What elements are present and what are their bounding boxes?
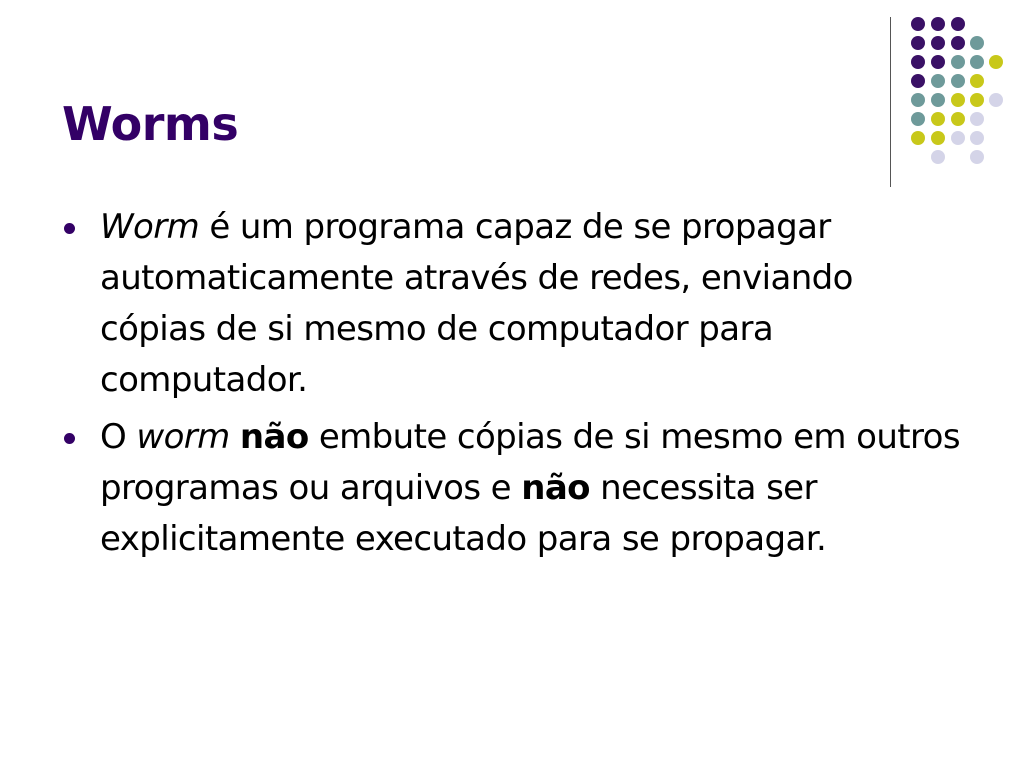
decor-dot [931, 74, 945, 88]
decor-dot [911, 17, 925, 31]
decor-dot [970, 112, 984, 126]
decor-dot [911, 74, 925, 88]
bullet-text: embute cópias de si mesmo em outros programas ou arquivos e [100, 417, 960, 508]
bullet-text: O [100, 417, 137, 457]
decor-dot [911, 93, 925, 107]
bullet-text [230, 417, 240, 457]
decor-dot [970, 150, 984, 164]
decor-dot [970, 36, 984, 50]
decor-dot [989, 55, 1003, 69]
decor-dot [970, 55, 984, 69]
bullet-item [62, 412, 962, 565]
decor-dot [951, 131, 965, 145]
decor-dot [931, 36, 945, 50]
decor-dot [989, 93, 1003, 107]
decor-dot [931, 131, 945, 145]
bullet-text-bold: não [521, 468, 590, 508]
decor-dot [931, 112, 945, 126]
bullet-text-italic: worm [136, 417, 230, 457]
decor-dot [970, 74, 984, 88]
decor-dot [951, 112, 965, 126]
slide-title: Worms [62, 97, 239, 151]
bullet-icon [64, 433, 75, 444]
decor-dot [931, 17, 945, 31]
bullet-icon [64, 223, 75, 234]
bullet-text: é um programa capaz de se propagar automaticamente através de redes, enviando cópias de si mesmo de computador para computador. [100, 207, 853, 400]
decor-dot [911, 112, 925, 126]
decor-dot [931, 93, 945, 107]
decor-dot [931, 150, 945, 164]
decor-dot [911, 55, 925, 69]
decor-dot [951, 74, 965, 88]
decor-dot [951, 55, 965, 69]
bullet-text: necessita ser explicitamente executado para se propagar. [100, 468, 827, 559]
decor-dot [970, 93, 984, 107]
bullet-text-bold: não [239, 417, 309, 457]
bullet-text-italic: Worm [100, 207, 200, 247]
decor-dot [951, 17, 965, 31]
decor-dot [911, 131, 925, 145]
decor-dot [951, 36, 965, 50]
title-divider [890, 17, 891, 187]
bullet-list [62, 202, 962, 571]
decor-dot [931, 55, 945, 69]
bullet-item [62, 202, 962, 406]
decor-dot [970, 131, 984, 145]
decor-dot [951, 93, 965, 107]
decor-dot [911, 36, 925, 50]
